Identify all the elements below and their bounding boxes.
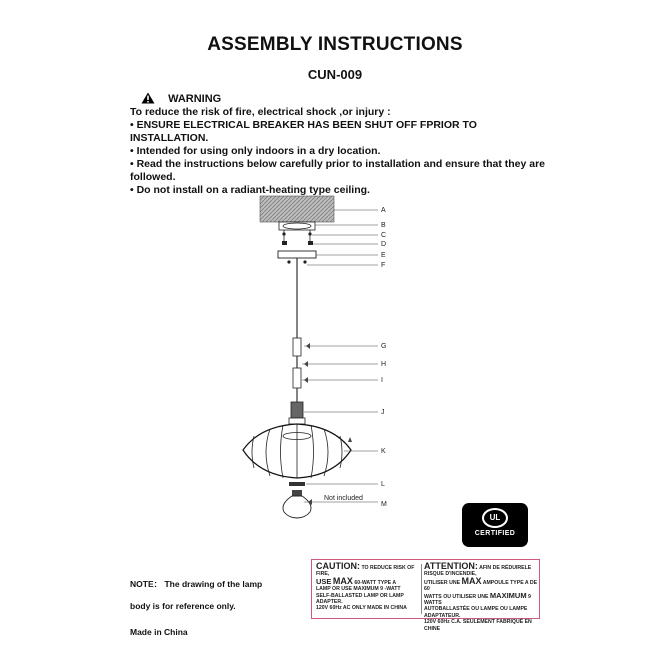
lamp-shade bbox=[243, 424, 351, 478]
warning-item-2: • Intended for using only indoors in a dry location. bbox=[130, 145, 381, 157]
coupling bbox=[293, 368, 301, 388]
caution-divider bbox=[421, 564, 422, 614]
cord-grip bbox=[293, 338, 301, 356]
warning-item-3: • Read the instructions below carefully prior to installation and ensure that they are bbox=[130, 158, 546, 170]
note-line-1: NOTE： The drawing of the lamp bbox=[130, 579, 263, 589]
ul-certified-logo bbox=[462, 503, 528, 547]
light-bulb bbox=[283, 490, 311, 518]
label-f: F bbox=[381, 262, 386, 269]
socket bbox=[291, 402, 303, 418]
label-e: E bbox=[381, 252, 386, 259]
model-number: CUN-009 bbox=[307, 67, 363, 82]
label-h: H bbox=[381, 361, 387, 368]
label-m: M bbox=[381, 501, 387, 508]
warning-item-1: • ENSURE ELECTRICAL BREAKER HAS BEEN SHUT OFF FPRIOR TO INSTALLATION. bbox=[130, 119, 477, 144]
caution-french: ATTENTION: AFIN DE RÉDUIRELE RISQUE D'INCENDIE, UTILISER UNE MAX AMPOULE TYPE A DE 60 WATTS OU UTILISER UNE MAXIMUM 9 WATTS AUTOBALLASTÉE OU LAMPE OU LAMPE ADAPTATEUR. 120V 60Hz C.A. SEULEMENT FABRIQUÉ EN CHINE bbox=[424, 561, 538, 632]
page-title: ASSEMBLY INSTRUCTIONS bbox=[207, 34, 463, 55]
ul-certified-label: CERTIFIED bbox=[474, 530, 516, 537]
attention-heading: ATTENTION: bbox=[424, 561, 478, 571]
not-included-label: Not included bbox=[324, 495, 363, 502]
caution-label bbox=[311, 559, 540, 632]
warning-intro: To reduce the risk of fire, electrical shock ,or injury : bbox=[130, 106, 391, 118]
label-a: A bbox=[381, 207, 386, 214]
caution-heading: CAUTION: bbox=[316, 561, 360, 571]
made-in-label: Made in China bbox=[130, 627, 188, 637]
warning-label: WARNING bbox=[168, 93, 222, 105]
ul-mark: UL bbox=[482, 508, 508, 528]
label-b: B bbox=[381, 222, 386, 229]
label-l: L bbox=[381, 481, 385, 488]
note-line-2: body is for reference only. bbox=[130, 601, 236, 611]
label-j: J bbox=[381, 409, 385, 416]
caution-english: CAUTION: TO REDUCE RISK OF FIRE, USE MAX 60-WATT TYPE A LAMP OR USE MAXIMUM 9 -WATT SELF-BALLASTED LAMP OR LAMP ADAPTER. 120V 60Hz AC ONLY MADE IN CHINA bbox=[316, 561, 415, 612]
label-i: I bbox=[381, 377, 383, 384]
warning-item-4: • Do not install on a radiant-heating type ceiling. bbox=[130, 184, 370, 196]
label-d: D bbox=[381, 241, 387, 248]
label-k: K bbox=[381, 448, 386, 455]
canopy bbox=[278, 251, 316, 258]
warning-item-3-cont: followed. bbox=[130, 171, 176, 183]
ceiling bbox=[260, 196, 334, 222]
bottom-ring bbox=[289, 482, 305, 486]
label-g: G bbox=[381, 343, 387, 350]
label-c: C bbox=[381, 232, 387, 239]
